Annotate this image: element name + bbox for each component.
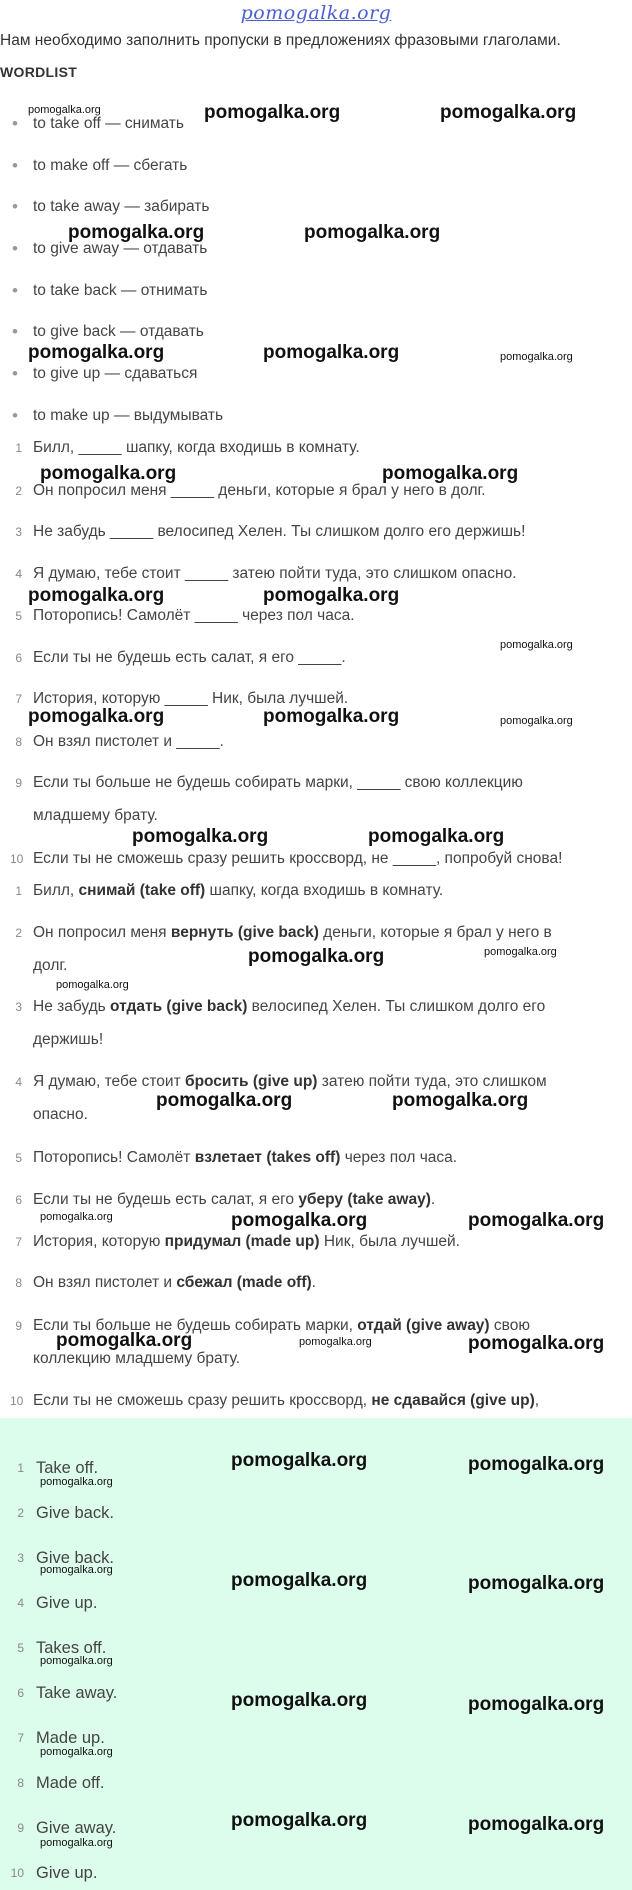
watermark: pomogalka.org	[28, 104, 101, 116]
watermark: pomogalka.org	[440, 102, 577, 123]
item-number: 1	[15, 441, 22, 455]
item-number: 4	[17, 1596, 24, 1610]
item-number: 6	[15, 651, 22, 665]
exercise-sentence: История, которую _____ Ник, была лучшей.	[33, 690, 349, 707]
watermark: pomogalka.org	[263, 585, 400, 606]
answer-sentence: Билл, снимай (take off) шапку, когда входишь в комнату.	[33, 882, 444, 899]
watermark: pomogalka.org	[56, 979, 129, 991]
wordlist-title: WORDLIST	[0, 64, 78, 80]
answer-sentence: Если ты больше не будешь собирать марки, отдай (give away) свою	[33, 1317, 530, 1334]
item-number: 2	[15, 926, 22, 940]
watermark: pomogalka.org	[468, 1814, 605, 1835]
wordlist-item: to make off — сбегать	[33, 157, 188, 174]
watermark: pomogalka.org	[40, 1655, 113, 1667]
watermark: pomogalka.org	[231, 1210, 368, 1231]
item-number: 10	[10, 1866, 24, 1880]
wordlist-item: to take off — снимать	[33, 115, 184, 132]
item-number: 4	[15, 1075, 22, 1089]
watermark: pomogalka.org	[468, 1694, 605, 1715]
item-number: 5	[15, 1151, 22, 1165]
watermark: pomogalka.org	[231, 1450, 368, 1471]
short-answer: Give back.	[36, 1549, 114, 1567]
exercise-sentence: Он взял пистолет и _____.	[33, 733, 224, 750]
exercise-sentence: Если ты не будешь есть салат, я его _____.	[33, 649, 346, 666]
answer-sentence: Если ты не сможешь сразу решить кроссворд, не сдавайся (give up),	[33, 1392, 540, 1409]
answer-sentence-cont: держишь!	[33, 1031, 104, 1048]
short-answer: Give up.	[36, 1594, 98, 1612]
watermark: pomogalka.org	[40, 1837, 113, 1849]
item-number: 6	[15, 1193, 22, 1207]
bullet-icon: •	[12, 322, 18, 341]
answer-sentence-cont: опасно.	[33, 1106, 88, 1123]
item-number: 3	[15, 1000, 22, 1014]
bullet-icon: •	[12, 281, 18, 300]
exercise-sentence: Поторопись! Самолёт _____ через пол часа.	[33, 607, 355, 624]
short-answer: Takes off.	[36, 1639, 107, 1657]
bullet-icon: •	[12, 406, 18, 425]
item-number: 1	[17, 1461, 24, 1475]
wordlist-item: to take away — забирать	[33, 198, 210, 215]
watermark: pomogalka.org	[40, 1564, 113, 1576]
site-logo[interactable]: pomogalka.org	[240, 2, 392, 24]
bullet-icon: •	[12, 364, 18, 383]
watermark: pomogalka.org	[484, 946, 557, 958]
watermark: pomogalka.org	[468, 1454, 605, 1475]
answer-sentence-cont: коллекцию младшему брату.	[33, 1350, 241, 1367]
exercise-sentence-cont: младшему брату.	[33, 807, 158, 824]
answer-sentence-cont: долг.	[33, 957, 68, 974]
intro-text: Нам необходимо заполнить пропуски в предложениях фразовыми глаголами.	[0, 32, 561, 49]
answer-sentence: Поторопись! Самолёт взлетает (takes off) через пол часа.	[33, 1149, 458, 1166]
short-answer: Take off.	[36, 1459, 99, 1477]
short-answer: Give back.	[36, 1504, 114, 1522]
watermark: pomogalka.org	[40, 1211, 113, 1223]
exercise-sentence: Если ты не сможешь сразу решить кроссворд, не _____, попробуй снова!	[33, 850, 563, 867]
watermark: pomogalka.org	[231, 1690, 368, 1711]
short-answer: Give away.	[36, 1819, 117, 1837]
watermark: pomogalka.org	[263, 706, 400, 727]
watermark: pomogalka.org	[231, 1810, 368, 1831]
item-number: 3	[17, 1551, 24, 1565]
short-answer: Made off.	[36, 1774, 105, 1792]
watermark: pomogalka.org	[56, 1330, 193, 1351]
short-answer: Made up.	[36, 1729, 105, 1747]
item-number: 5	[15, 609, 22, 623]
watermark: pomogalka.org	[500, 715, 573, 727]
item-number: 8	[17, 1776, 24, 1790]
watermark: pomogalka.org	[40, 1476, 113, 1488]
item-number: 7	[15, 692, 22, 706]
item-number: 9	[17, 1821, 24, 1835]
item-number: 9	[15, 776, 22, 790]
item-number: 7	[17, 1731, 24, 1745]
wordlist-item: to give back — отдавать	[33, 323, 204, 340]
watermark: pomogalka.org	[132, 826, 269, 847]
watermark: pomogalka.org	[204, 102, 341, 123]
exercise-sentence: Я думаю, тебе стоит _____ затею пойти туда, это слишком опасно.	[33, 565, 517, 582]
item-number: 2	[15, 484, 22, 498]
watermark: pomogalka.org	[28, 706, 165, 727]
short-answer: Give up.	[36, 1864, 98, 1882]
answer-sentence: Если ты не будешь есть салат, я его уберу (take away).	[33, 1191, 436, 1208]
item-number: 3	[15, 525, 22, 539]
item-number: 8	[15, 1276, 22, 1290]
watermark: pomogalka.org	[68, 222, 205, 243]
wordlist-item: to make up — выдумывать	[33, 407, 224, 424]
item-number: 10	[10, 852, 24, 866]
item-number: 7	[15, 1235, 22, 1249]
answer-sentence: Он взял пистолет и сбежал (made off).	[33, 1274, 316, 1291]
answer-sentence: История, которую придумал (made up) Ник, была лучшей.	[33, 1233, 460, 1250]
watermark: pomogalka.org	[156, 1090, 293, 1111]
wordlist-item: to give away — отдавать	[33, 240, 208, 257]
watermark: pomogalka.org	[28, 585, 165, 606]
item-number: 5	[17, 1641, 24, 1655]
exercise-sentence: Не забудь _____ велосипед Хелен. Ты слишком долго его держишь!	[33, 523, 526, 540]
watermark: pomogalka.org	[468, 1210, 605, 1231]
exercise-sentence: Если ты больше не будешь собирать марки, _____ свою коллекцию	[33, 774, 523, 791]
watermark: pomogalka.org	[263, 342, 400, 363]
item-number: 10	[10, 1394, 24, 1408]
wordlist-item: to take back — отнимать	[33, 282, 208, 299]
watermark: pomogalka.org	[500, 639, 573, 651]
short-answer: Take away.	[36, 1684, 118, 1702]
item-number: 2	[17, 1506, 24, 1520]
watermark: pomogalka.org	[28, 342, 165, 363]
watermark: pomogalka.org	[248, 946, 385, 967]
exercise-sentence: Билл, _____ шапку, когда входишь в комнату.	[33, 439, 360, 456]
item-number: 1	[15, 884, 22, 898]
watermark: pomogalka.org	[392, 1090, 529, 1111]
item-number: 6	[17, 1686, 24, 1700]
watermark: pomogalka.org	[382, 463, 519, 484]
watermark: pomogalka.org	[500, 351, 573, 363]
bullet-icon: •	[12, 156, 18, 175]
watermark: pomogalka.org	[299, 1336, 372, 1348]
watermark: pomogalka.org	[40, 1746, 113, 1758]
watermark: pomogalka.org	[40, 463, 177, 484]
bullet-icon: •	[12, 114, 18, 133]
exercise-sentence: Он попросил меня _____ деньги, которые я брал у него в долг.	[33, 482, 486, 499]
item-number: 4	[15, 567, 22, 581]
answer-sentence: Он попросил меня вернуть (give back) деньги, которые я брал у него в	[33, 924, 552, 941]
watermark: pomogalka.org	[468, 1573, 605, 1594]
bullet-icon: •	[12, 197, 18, 216]
watermark: pomogalka.org	[368, 826, 505, 847]
wordlist-item: to give up — сдаваться	[33, 365, 198, 382]
watermark: pomogalka.org	[468, 1333, 605, 1354]
item-number: 9	[15, 1319, 22, 1333]
answer-sentence: Я думаю, тебе стоит бросить (give up) затею пойти туда, это слишком	[33, 1073, 547, 1090]
bullet-icon: •	[12, 239, 18, 258]
watermark: pomogalka.org	[231, 1570, 368, 1591]
answer-sentence: Не забудь отдать (give back) велосипед Хелен. Ты слишком долго его	[33, 998, 546, 1015]
item-number: 8	[15, 735, 22, 749]
watermark: pomogalka.org	[304, 222, 441, 243]
